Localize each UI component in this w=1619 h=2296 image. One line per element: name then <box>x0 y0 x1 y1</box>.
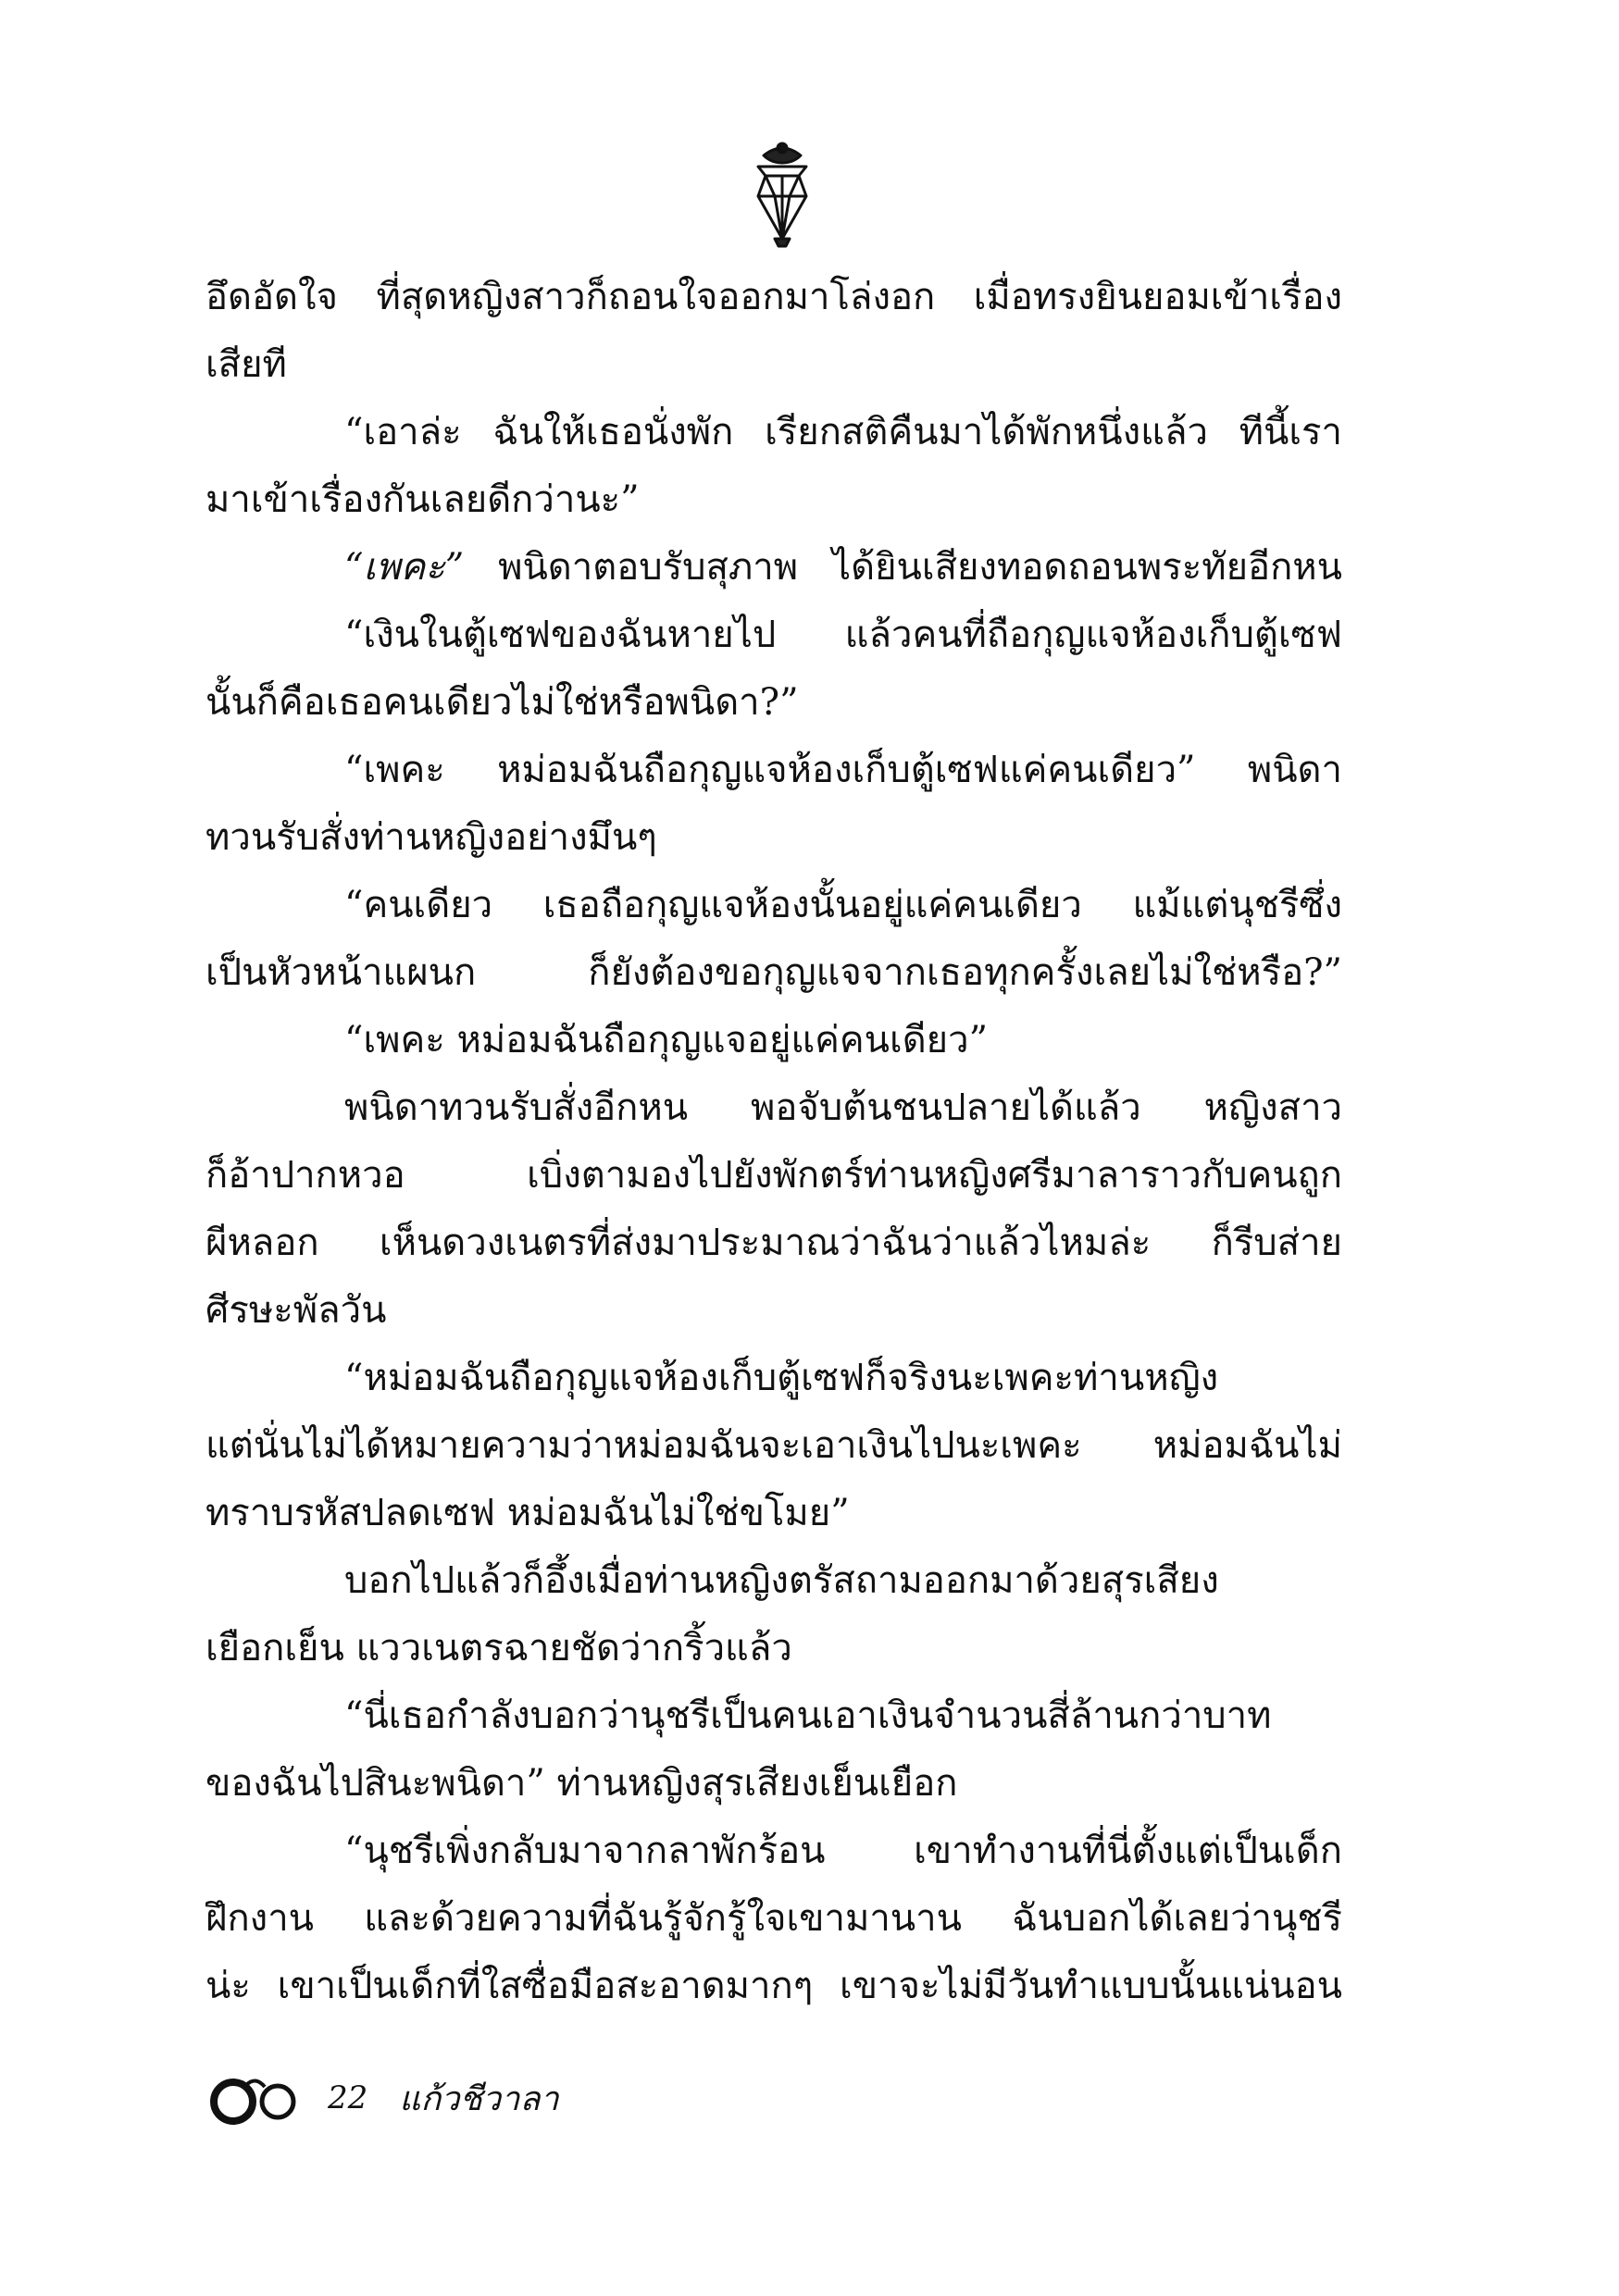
body-line: เยือกเย็น แววเนตรฉายชัดว่ากริ้วแล้ว <box>205 1627 792 1669</box>
body-line: ฝึกงาน และด้วยความที่ฉันรู้จักรู้ใจเขามานาน ฉันบอกได้เลยว่านุชรี <box>205 1897 1342 1940</box>
body-line: บอกไปแล้วก็อึ้งเมื่อท่านหญิงตรัสถามออกมาด้วยสุรเสียง <box>344 1559 1219 1602</box>
body-line: ทราบรหัสปลดเซฟ หม่อมฉันไม่ใช่ขโมย” <box>205 1492 850 1534</box>
page-number: 22 <box>328 2079 368 2116</box>
body-line: ของฉันไปสินะพนิดา” ท่านหญิงสุรเสียงเย็นเยือก <box>205 1762 958 1805</box>
lantern-ornament-icon <box>745 139 819 250</box>
body-line: ผีหลอก เห็นดวงเนตรที่ส่งมาประมาณว่าฉันว่าแล้วไหมล่ะ ก็รีบส่าย <box>205 1222 1342 1264</box>
body-line: “เพคะ หม่อมฉันถือกุญแจห้องเก็บตู้เซฟแค่คนเดียว” พนิดา <box>344 749 1342 791</box>
body-line: เป็นหัวหน้าแผนก ก็ยังต้องขอกุญแจจากเธอทุกครั้งเลยไม่ใช่หรือ?” <box>205 951 1342 994</box>
body-line: “เงินในตู้เซฟของฉันหายไป แล้วคนที่ถือกุญแจห้องเก็บตู้เซฟ <box>344 614 1342 656</box>
body-line: แต่นั่นไม่ได้หมายความว่าหม่อมฉันจะเอาเงินไปนะเพคะ หม่อมฉันไม่ <box>205 1424 1342 1467</box>
page-footer <box>205 2066 853 2130</box>
body-line-rest: พนิดาตอบรับสุภาพ ได้ยินเสียงทอดถอนพระทัยอีกหน <box>464 546 1342 589</box>
body-line: “คนเดียว เธอถือกุญแจห้องนั้นอยู่แค่คนเดียว แม้แต่นุชรีซึ่ง <box>344 884 1342 926</box>
body-line: “หม่อมฉันถือกุญแจห้องเก็บตู้เซฟก็จริงนะเพคะท่านหญิง <box>344 1357 1219 1399</box>
body-line-italic: “เพคะ” <box>344 546 465 589</box>
body-text <box>205 264 1342 2020</box>
body-line <box>205 534 1342 602</box>
body-line: “นี่เธอกำลังบอกว่านุชรีเป็นคนเอาเงินจำนวนสี่ล้านกว่าบาท <box>344 1694 1272 1737</box>
body-line: “เอาล่ะ ฉันให้เธอนั่งพัก เรียกสติคืนมาได้พักหนึ่งแล้ว ทีนี้เรา <box>344 411 1342 453</box>
body-line: เสียที <box>205 343 287 386</box>
body-line: นั้นก็คือเธอคนเดียวไม่ใช่หรือพนิดา?” <box>205 681 799 724</box>
body-line: น่ะ เขาเป็นเด็กที่ใสซื่อมือสะอาดมากๆ เขาจะไม่มีวันทำแบบนั้นแน่นอน <box>205 1965 1342 2007</box>
body-line: ศีรษะพัลวัน <box>205 1289 387 1332</box>
handcuffs-icon <box>205 2070 307 2126</box>
body-line: อึดอัดใจ ที่สุดหญิงสาวก็ถอนใจออกมาโล่งอก เมื่อทรงยินยอมเข้าเรื่อง <box>205 276 1342 318</box>
body-line: พนิดาทวนรับสั่งอีกหน พอจับต้นชนปลายได้แล้ว หญิงสาว <box>344 1086 1342 1129</box>
body-line: “เพคะ หม่อมฉันถือกุญแจอยู่แค่คนเดียว” <box>344 1019 989 1061</box>
book-title: แก้วชีวาลา <box>399 2079 559 2118</box>
body-line: มาเข้าเรื่องกันเลยดีกว่านะ” <box>205 478 640 521</box>
body-line: ทวนรับสั่งท่านหญิงอย่างมึนๆ <box>205 816 657 859</box>
body-line: “นุชรีเพิ่งกลับมาจากลาพักร้อน เขาทำงานที่นี่ตั้งแต่เป็นเด็ก <box>344 1830 1342 1872</box>
body-line: ก็อ้าปากหวอ เบิ่งตามองไปยังพักตร์ท่านหญิงศรีมาลาราวกับคนถูก <box>205 1154 1342 1197</box>
